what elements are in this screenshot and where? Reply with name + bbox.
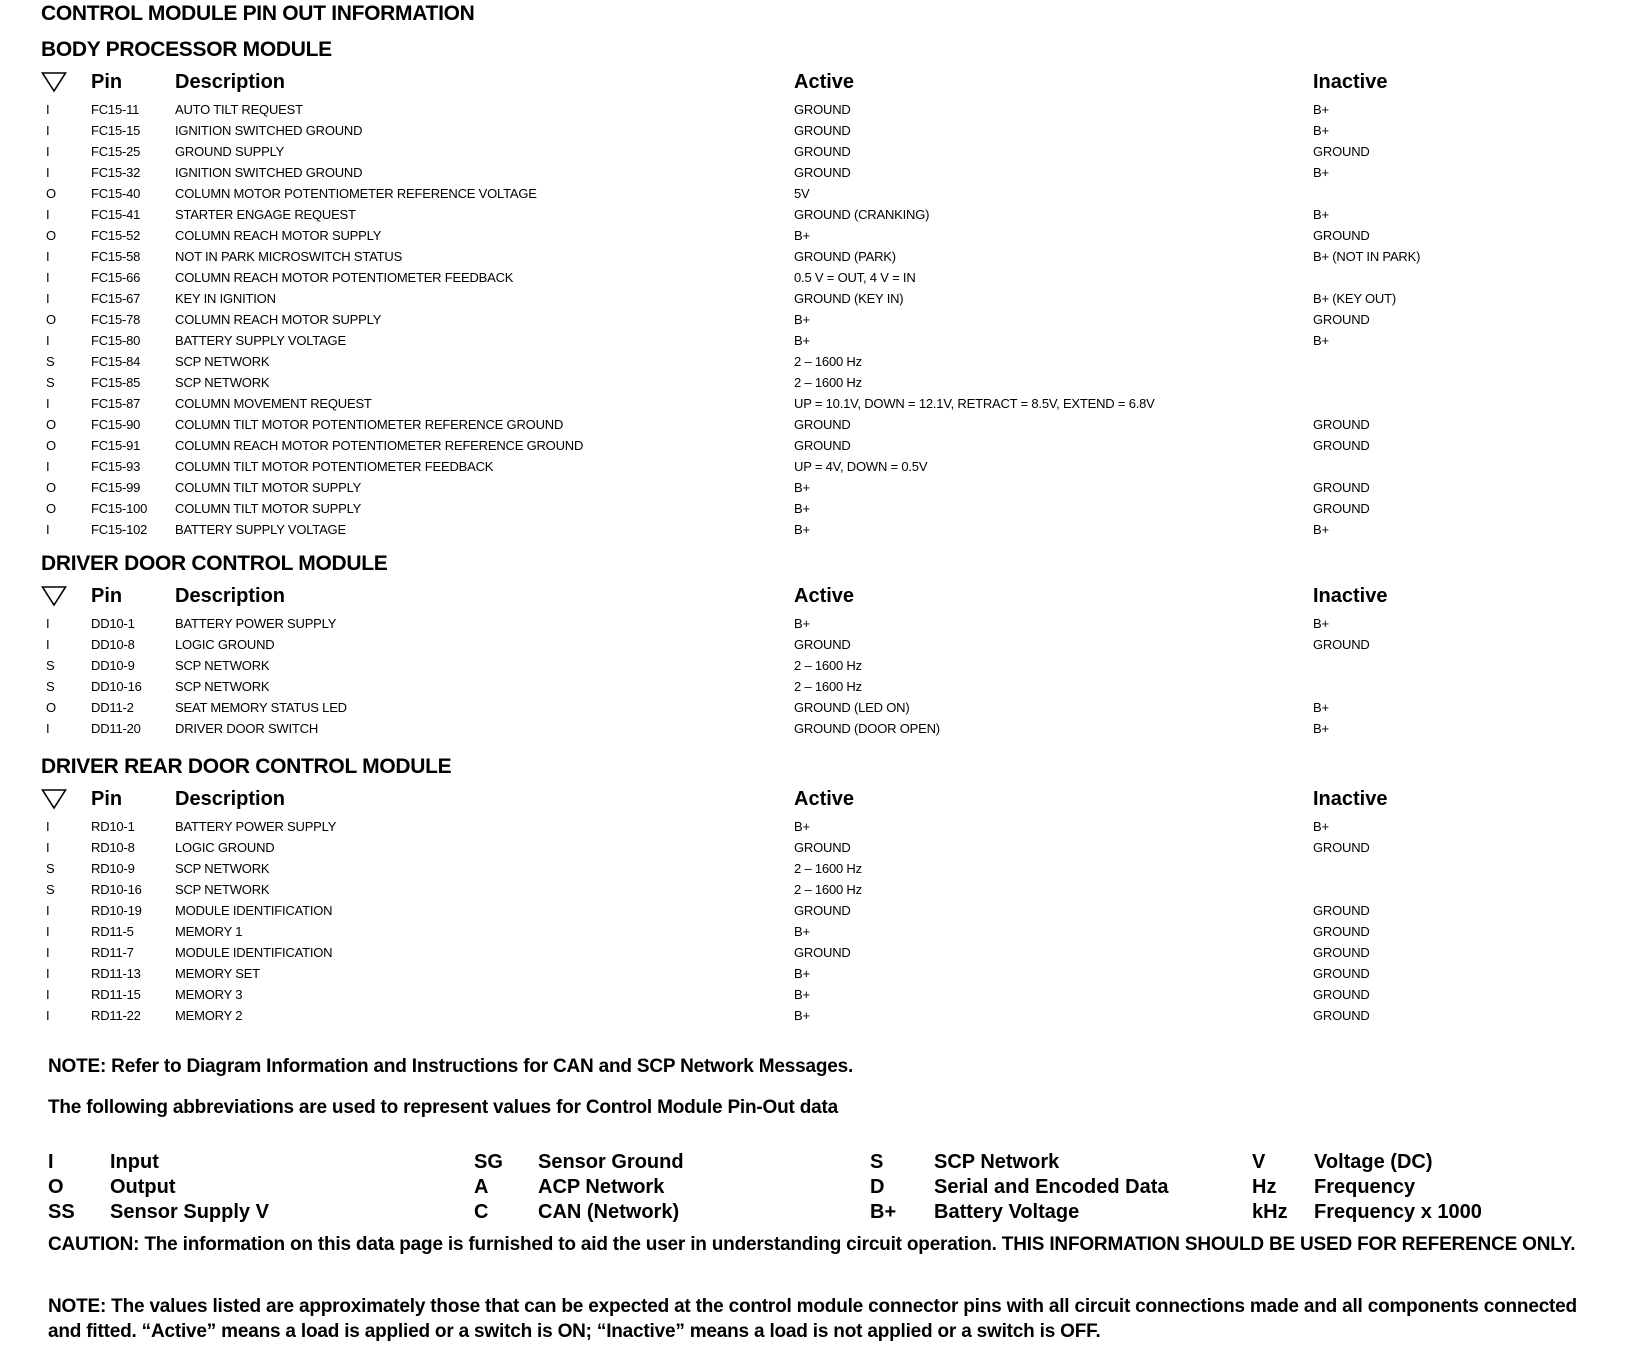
io-type: O [46,228,56,243]
io-type: O [46,700,56,715]
active-value: B+ [794,987,810,1002]
description: SCP NETWORK [175,882,270,897]
header-active: Active [794,585,855,607]
active-value: B+ [794,228,810,243]
inactive-value: GROUND [1313,1008,1370,1023]
abbreviation-code: B+ [870,1201,897,1223]
abbreviation-code: C [474,1201,489,1223]
io-type: I [46,1008,50,1023]
abbreviation-meaning: Sensor Ground [538,1151,684,1173]
table-row [41,393,1601,414]
active-value: B+ [794,333,810,348]
io-type: I [46,165,50,180]
description: COLUMN TILT MOTOR SUPPLY [175,480,362,495]
inactive-value: GROUND [1313,480,1370,495]
description: DRIVER DOOR SWITCH [175,721,319,736]
inactive-value: GROUND [1313,312,1370,327]
abbreviation-meaning: Sensor Supply V [110,1201,269,1223]
description: MODULE IDENTIFICATION [175,945,333,960]
active-value: B+ [794,616,810,631]
pin: DD11-20 [91,721,141,736]
pin: FC15-100 [91,501,148,516]
table-row [41,162,1601,183]
table-row [41,99,1601,120]
description: SCP NETWORK [175,375,270,390]
active-value: B+ [794,966,810,981]
description: BATTERY POWER SUPPLY [175,819,337,834]
pin: FC15-84 [91,354,141,369]
inactive-value: GROUND [1313,924,1370,939]
inactive-value: GROUND [1313,637,1370,652]
abbreviations-legend [48,1150,1608,1226]
io-type: O [46,417,56,432]
active-value: 2 – 1600 Hz [794,679,862,694]
triangle-icon [41,788,67,810]
pin: FC15-90 [91,417,141,432]
abbreviations-intro: The following abbreviations are used to represent values for Control Module Pin-Out data [48,1097,839,1118]
description: MEMORY SET [175,966,260,981]
pin: FC15-102 [91,522,148,537]
inactive-value: GROUND [1313,501,1370,516]
pin: RD11-5 [91,924,134,939]
description: COLUMN TILT MOTOR SUPPLY [175,501,362,516]
active-value: GROUND [794,417,851,432]
inactive-value: GROUND [1313,228,1370,243]
section-title: DRIVER REAR DOOR CONTROL MODULE [41,755,452,778]
table-row [41,676,1601,697]
table-row [41,120,1601,141]
io-type: O [46,438,56,453]
pin: RD11-7 [91,945,134,960]
table-row [41,984,1601,1005]
table-header [41,583,1601,613]
active-value: 2 – 1600 Hz [794,861,862,876]
active-value: GROUND (DOOR OPEN) [794,721,940,736]
description: IGNITION SWITCHED GROUND [175,165,363,180]
table-row [41,837,1601,858]
table-row [41,942,1601,963]
io-type: I [46,396,50,411]
active-value: GROUND (LED ON) [794,700,910,715]
table-row [41,858,1601,879]
io-type: O [46,186,56,201]
active-value: 2 – 1600 Hz [794,375,862,390]
pin: RD10-9 [91,861,135,876]
description: SCP NETWORK [175,861,270,876]
inactive-value: GROUND [1313,945,1370,960]
pin: FC15-99 [91,480,141,495]
description: COLUMN MOVEMENT REQUEST [175,396,372,411]
abbreviation-meaning: Battery Voltage [934,1201,1080,1223]
active-value: UP = 10.1V, DOWN = 12.1V, RETRACT = 8.5V, EXTEND = 6.8V [794,396,1155,411]
pin: FC15-78 [91,312,141,327]
inactive-value: B+ [1313,207,1329,222]
section-title: DRIVER DOOR CONTROL MODULE [41,552,388,575]
header-pin: Pin [91,71,123,93]
table-header [41,69,1601,99]
pin: DD11-2 [91,700,134,715]
description: SCP NETWORK [175,679,270,694]
description: COLUMN MOTOR POTENTIOMETER REFERENCE VOLTAGE [175,186,537,201]
description: BATTERY SUPPLY VOLTAGE [175,333,346,348]
abbreviation-code: kHz [1252,1201,1288,1223]
description: MEMORY 3 [175,987,243,1002]
io-type: I [46,987,50,1002]
pin: FC15-87 [91,396,141,411]
abbreviation-code: I [48,1151,54,1173]
table-row [41,225,1601,246]
table-row [41,655,1601,676]
pin: RD10-16 [91,882,142,897]
description: SCP NETWORK [175,354,270,369]
io-type: I [46,903,50,918]
active-value: B+ [794,1008,810,1023]
header-inactive: Inactive [1313,585,1388,607]
active-value: 2 – 1600 Hz [794,882,862,897]
pin: FC15-25 [91,144,141,159]
io-type: I [46,637,50,652]
table-row [41,697,1601,718]
active-value: 0.5 V = OUT, 4 V = IN [794,270,916,285]
header-description: Description [175,71,286,93]
active-value: GROUND [794,144,851,159]
active-value: UP = 4V, DOWN = 0.5V [794,459,928,474]
abbreviation-meaning: Serial and Encoded Data [934,1176,1169,1198]
io-type: S [46,375,55,390]
table-row [41,435,1601,456]
table-row [41,921,1601,942]
abbreviation-meaning: Frequency x 1000 [1314,1201,1482,1223]
header-inactive: Inactive [1313,71,1388,93]
inactive-value: GROUND [1313,966,1370,981]
table-row [41,718,1601,739]
inactive-value: B+ [1313,333,1329,348]
pin: FC15-67 [91,291,141,306]
description: LOGIC GROUND [175,637,275,652]
abbreviation-code: S [870,1151,884,1173]
abbreviation-meaning: Frequency [1314,1176,1416,1198]
table-row [41,879,1601,900]
active-value: 5V [794,186,810,201]
inactive-value: GROUND [1313,417,1370,432]
active-value: GROUND [794,102,851,117]
active-value: GROUND [794,840,851,855]
active-value: B+ [794,480,810,495]
description: COLUMN TILT MOTOR POTENTIOMETER REFERENCE GROUND [175,417,564,432]
description: MEMORY 1 [175,924,243,939]
description: GROUND SUPPLY [175,144,285,159]
description: MODULE IDENTIFICATION [175,903,333,918]
io-type: I [46,721,50,736]
header-description: Description [175,585,286,607]
io-type: I [46,102,50,117]
io-type: I [46,966,50,981]
header-active: Active [794,71,855,93]
active-value: 2 – 1600 Hz [794,354,862,369]
table-row [41,498,1601,519]
io-type: I [46,270,50,285]
io-type: S [46,354,55,369]
triangle-icon [41,585,67,607]
page-title: CONTROL MODULE PIN OUT INFORMATION [41,2,475,25]
io-type: S [46,658,55,673]
header-inactive: Inactive [1313,788,1388,810]
pin: FC15-85 [91,375,141,390]
description: BATTERY SUPPLY VOLTAGE [175,522,346,537]
description: MEMORY 2 [175,1008,243,1023]
active-value: GROUND [794,438,851,453]
table-row [41,963,1601,984]
active-value: GROUND (PARK) [794,249,896,264]
inactive-value: GROUND [1313,987,1370,1002]
active-value: B+ [794,312,810,327]
active-value: 2 – 1600 Hz [794,658,862,673]
io-type: I [46,207,50,222]
table-row [41,288,1601,309]
table-row [41,351,1601,372]
io-type: I [46,616,50,631]
abbreviation-meaning: Input [110,1151,159,1173]
abbreviation-code: V [1252,1151,1266,1173]
io-type: I [46,291,50,306]
abbreviation-meaning: SCP Network [934,1151,1060,1173]
table-row [41,204,1601,225]
description: COLUMN TILT MOTOR POTENTIOMETER FEEDBACK [175,459,494,474]
io-type: I [46,144,50,159]
section-title: BODY PROCESSOR MODULE [41,38,332,61]
abbreviation-code: SG [474,1151,503,1173]
pin: FC15-66 [91,270,141,285]
active-value: GROUND (CRANKING) [794,207,930,222]
table-row [41,519,1601,540]
description: COLUMN REACH MOTOR POTENTIOMETER FEEDBACK [175,270,514,285]
section-driver-rear-door-control-module [41,752,1601,1026]
pin: RD10-1 [91,819,135,834]
abbreviation-code: D [870,1176,885,1198]
pin: RD11-13 [91,966,141,981]
table-row [41,816,1601,837]
table-row [41,267,1601,288]
description: KEY IN IGNITION [175,291,276,306]
header-description: Description [175,788,286,810]
description: IGNITION SWITCHED GROUND [175,123,363,138]
table-row [41,613,1601,634]
io-type: S [46,679,55,694]
network-note: NOTE: Refer to Diagram Information and Instructions for CAN and SCP Network Messages. [48,1056,854,1077]
header-active: Active [794,788,855,810]
io-type: O [46,312,56,327]
description: AUTO TILT REQUEST [175,102,303,117]
inactive-value: B+ (NOT IN PARK) [1313,249,1421,264]
pin: FC15-91 [91,438,141,453]
pin: FC15-40 [91,186,141,201]
inactive-value: GROUND [1313,144,1370,159]
table-row [41,477,1601,498]
caution-text: CAUTION: The information on this data page is furnished to aid the user in understanding circuit operation. THIS INFORMATION SHOULD BE USED FOR REFERENCE ONLY. [48,1234,1576,1255]
inactive-value: GROUND [1313,903,1370,918]
abbreviation-code: SS [48,1201,75,1223]
io-type: I [46,819,50,834]
pin: FC15-11 [91,102,140,117]
description: NOT IN PARK MICROSWITCH STATUS [175,249,403,264]
io-type: O [46,501,56,516]
active-value: GROUND [794,165,851,180]
pin: RD10-19 [91,903,142,918]
inactive-value: B+ [1313,522,1329,537]
table-row [41,900,1601,921]
active-value: GROUND [794,945,851,960]
active-value: GROUND (KEY IN) [794,291,904,306]
active-value: B+ [794,819,810,834]
description: SEAT MEMORY STATUS LED [175,700,347,715]
active-value: B+ [794,501,810,516]
table-row [41,141,1601,162]
inactive-value: B+ (KEY OUT) [1313,291,1396,306]
table-row [41,309,1601,330]
abbreviation-code: A [474,1176,489,1198]
inactive-value: B+ [1313,721,1329,736]
pin: FC15-52 [91,228,141,243]
pin: RD11-15 [91,987,141,1002]
active-value: B+ [794,924,810,939]
io-type: I [46,459,50,474]
abbreviation-meaning: CAN (Network) [538,1201,680,1223]
io-type: I [46,840,50,855]
inactive-value: B+ [1313,616,1329,631]
abbreviation-code: Hz [1252,1176,1277,1198]
inactive-value: B+ [1313,819,1329,834]
pin: FC15-80 [91,333,141,348]
io-type: S [46,882,55,897]
table-row [41,183,1601,204]
table-row [41,634,1601,655]
abbreviation-meaning: Output [110,1176,176,1198]
description: STARTER ENGAGE REQUEST [175,207,356,222]
io-type: I [46,924,50,939]
table-row [41,246,1601,267]
pin: FC15-41 [91,207,141,222]
pin: FC15-32 [91,165,141,180]
pin: RD11-22 [91,1008,141,1023]
io-type: I [46,123,50,138]
description: COLUMN REACH MOTOR SUPPLY [175,228,382,243]
inactive-value: GROUND [1313,840,1370,855]
inactive-value: GROUND [1313,438,1370,453]
pin: DD10-8 [91,637,135,652]
abbreviation-code: O [48,1176,64,1198]
description: COLUMN REACH MOTOR SUPPLY [175,312,382,327]
triangle-icon [41,71,67,93]
active-value: GROUND [794,903,851,918]
io-type: S [46,861,55,876]
pin: DD10-1 [91,616,135,631]
description: SCP NETWORK [175,658,270,673]
description: COLUMN REACH MOTOR POTENTIOMETER REFERENCE GROUND [175,438,584,453]
header-pin: Pin [91,585,123,607]
io-type: I [46,945,50,960]
pin: RD10-8 [91,840,135,855]
active-value: GROUND [794,637,851,652]
table-row [41,372,1601,393]
pin: DD10-16 [91,679,142,694]
table-row [41,456,1601,477]
abbreviation-meaning: ACP Network [538,1176,665,1198]
section-body-processor-module [41,35,1601,540]
abbreviation-meaning: Voltage (DC) [1314,1151,1433,1173]
values-note: NOTE: The values listed are approximately those that can be expected at the control module connector pins with all circuit connections made and all components connected and fitted. “Active” means a load is applied or a switch is ON; “Inactive” means a load is not applied or a switch is OFF. [48,1296,1577,1342]
header-pin: Pin [91,788,123,810]
active-value: B+ [794,522,810,537]
active-value: GROUND [794,123,851,138]
inactive-value: B+ [1313,102,1329,117]
table-row [41,1005,1601,1026]
io-type: I [46,522,50,537]
pin: FC15-58 [91,249,141,264]
description: BATTERY POWER SUPPLY [175,616,337,631]
section-driver-door-control-module [41,549,1601,739]
table-row [41,330,1601,351]
io-type: O [46,480,56,495]
pin: FC15-15 [91,123,141,138]
table-row [41,414,1601,435]
table-header [41,786,1601,816]
io-type: I [46,249,50,264]
pin: DD10-9 [91,658,135,673]
inactive-value: B+ [1313,700,1329,715]
pin: FC15-93 [91,459,141,474]
description: LOGIC GROUND [175,840,275,855]
inactive-value: B+ [1313,165,1329,180]
inactive-value: B+ [1313,123,1329,138]
io-type: I [46,333,50,348]
